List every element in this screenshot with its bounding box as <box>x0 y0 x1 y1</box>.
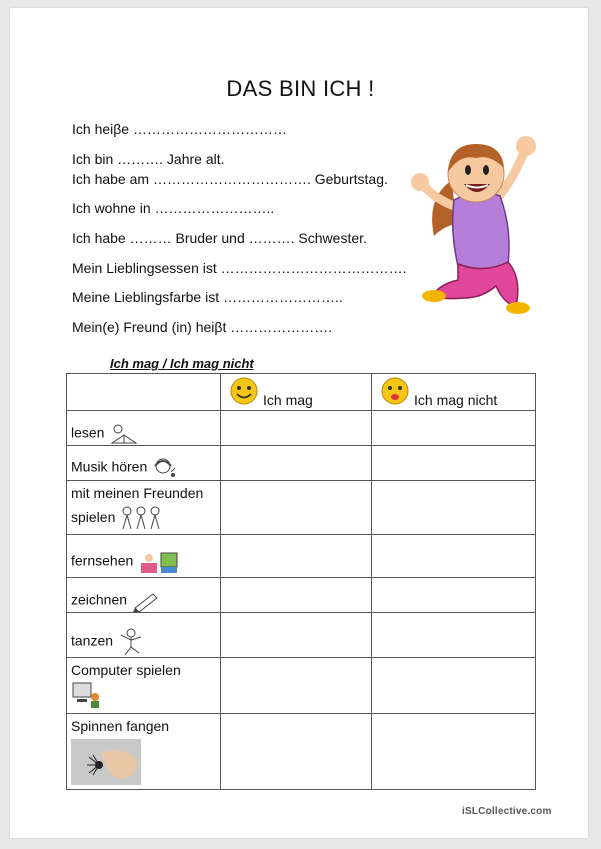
birthday-line: Ich habe am ……………………………. Geburtstag. <box>72 171 388 187</box>
dislike-cell[interactable] <box>372 535 536 578</box>
computer-icon <box>71 681 101 709</box>
favorite-food-line: Mein Lieblingsessen ist …………………………………. <box>72 260 407 276</box>
page-title: DAS BIN ICH ! <box>226 76 375 101</box>
header-like-cell <box>221 374 372 411</box>
header-empty-cell <box>67 374 221 411</box>
activity-label: Spinnen fangen <box>71 718 170 735</box>
reading-icon <box>108 423 140 445</box>
activity-label: tanzen <box>71 632 114 649</box>
name-line: Ich heiβe …………………………… <box>72 121 287 137</box>
table-subtitle: Ich mag / Ich mag nicht <box>110 356 254 371</box>
footer-watermark: iSLCollective.com <box>462 806 552 817</box>
headphones-icon <box>151 456 177 480</box>
row-label-cell <box>67 613 221 658</box>
dislike-cell[interactable] <box>372 578 536 613</box>
row-label-cell <box>67 481 221 535</box>
row-label-cell <box>67 578 221 613</box>
like-cell[interactable] <box>221 613 372 658</box>
friend-line: Mein(e) Freund (in) heiβt …………………. <box>72 319 333 335</box>
dislike-cell[interactable] <box>372 446 536 481</box>
activity-label: fernsehen <box>71 552 134 569</box>
like-cell[interactable] <box>221 658 372 714</box>
activity-label: lesen <box>71 424 105 441</box>
spider-photo-icon <box>71 739 141 785</box>
row-label-cell <box>67 658 221 714</box>
friends-playing-icon <box>119 505 163 531</box>
unhappy-smiley-icon <box>380 376 410 406</box>
happy-smiley-icon <box>229 376 259 406</box>
pencil-drawing-icon <box>131 590 161 612</box>
like-cell[interactable] <box>221 714 372 789</box>
row-label-cell <box>67 446 221 481</box>
row-label-cell <box>67 411 221 446</box>
dislike-header-label: Ich mag nicht <box>414 392 498 408</box>
activity-label: zeichnen <box>71 591 128 608</box>
row-label-cell <box>67 714 221 789</box>
like-cell[interactable] <box>221 481 372 535</box>
tv-watching-icon <box>137 547 181 577</box>
like-cell[interactable] <box>221 578 372 613</box>
dislike-cell[interactable] <box>372 714 536 789</box>
jumping-girl-illustration <box>404 128 544 320</box>
header-dislike-cell <box>372 374 536 411</box>
dislike-cell[interactable] <box>372 613 536 658</box>
like-cell[interactable] <box>221 535 372 578</box>
dislike-cell[interactable] <box>372 481 536 535</box>
dislike-cell[interactable] <box>372 411 536 446</box>
likes-table <box>66 373 536 790</box>
row-label-cell <box>67 535 221 578</box>
age-line: Ich bin ………. Jahre alt. <box>72 151 225 167</box>
dislike-cell[interactable] <box>372 658 536 714</box>
like-cell[interactable] <box>221 446 372 481</box>
siblings-line: Ich habe ……… Bruder und ………. Schwester. <box>72 230 367 246</box>
activity-label: Musik hören <box>71 458 148 475</box>
activity-label-continued: spielen <box>71 509 116 526</box>
activity-label: mit meinen Freunden <box>71 485 204 501</box>
residence-line: Ich wohne in …………………….. <box>72 200 275 216</box>
favorite-color-line: Meine Lieblingsfarbe ist …………………….. <box>72 289 343 305</box>
like-header-label: Ich mag <box>263 392 313 408</box>
dancing-icon <box>117 627 145 657</box>
like-cell[interactable] <box>221 411 372 446</box>
activity-label: Computer spielen <box>71 662 181 678</box>
